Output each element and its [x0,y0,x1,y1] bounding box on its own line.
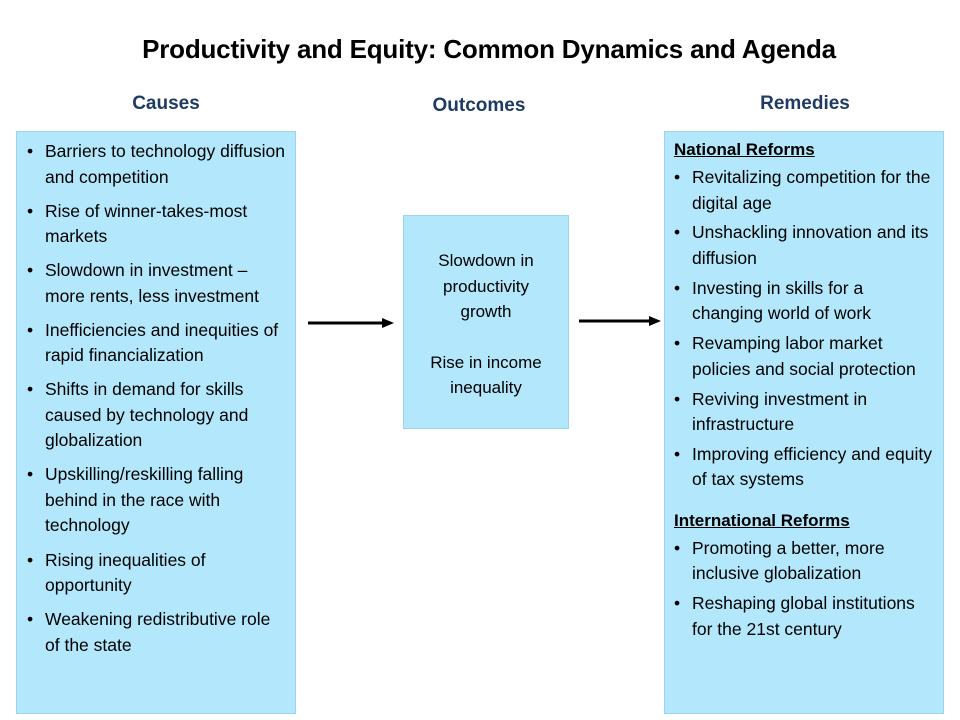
outcomes-header: Outcomes [432,95,526,116]
arrow-head [649,316,661,326]
outcome-inequality [404,350,568,401]
remedy-item [674,442,937,493]
cause-text: Rising inequalities of opportunity [45,549,206,596]
remedies-box [664,131,944,714]
international-reforms-heading: International Reforms [674,510,850,530]
bullet-icon: • [674,277,681,298]
cause-text: Slowdown in investment – more rents, less investment [45,260,259,306]
remedy-text: Improving efficiency and equity of tax systems [692,443,932,490]
remedy-item [674,165,937,216]
cause-item [27,199,285,250]
remedy-text: Reshaping global institutions for the 21st century [692,593,915,639]
cause-item [27,607,285,658]
cause-text: Shifts in demand for skills caused by technology and globalization [45,379,249,451]
cause-item [27,548,285,599]
international-reforms-list [674,536,937,642]
causes-header: Causes [132,93,200,114]
remedy-item [674,591,937,642]
cause-text: Inefficiencies and inequities of rapid financialization [45,319,279,366]
remedy-item [674,276,937,327]
outcome-text: Rise in income [430,352,542,372]
cause-item [27,318,285,369]
cause-text: Barriers to technology diffusion and competition [45,141,285,187]
cause-item [27,377,285,454]
remedy-item [674,387,937,438]
bullet-icon: • [27,609,34,630]
arrow-head [382,318,394,328]
remedy-text: Promoting a better, more inclusive globalization [692,537,885,584]
cause-text: Rise of winner-takes-most markets [45,200,248,247]
cause-text: Weakening redistributive role of the state [45,609,271,655]
bullet-icon: • [674,333,681,354]
causes-box [16,131,296,714]
outcome-productivity [404,248,568,325]
remedy-item [674,331,937,382]
remedy-text: Revamping labor market policies and social protection [692,333,916,379]
bullet-icon: • [674,388,681,409]
arrow-right-icon [306,313,394,333]
bullet-icon: • [674,443,681,464]
outcome-text: Slowdown in [438,251,534,270]
arrow-right-icon [577,311,661,331]
cause-item [27,462,285,539]
remedy-item [674,220,937,271]
bullet-icon: • [674,167,681,187]
cause-item [27,258,285,309]
bullet-icon: • [27,379,34,400]
national-reforms-heading: National Reforms [674,140,815,159]
outcome-text: inequality [450,378,522,397]
remedies-header: Remedies [760,93,850,114]
cause-text: Upskilling/reskilling falling behind in the race with technology [45,464,244,536]
bullet-icon: • [27,319,34,340]
remedy-item [674,536,937,587]
bullet-icon: • [27,260,34,281]
outcome-text: productivity [443,276,529,296]
bullet-icon: • [674,537,681,558]
outcome-spacer [404,325,568,350]
remedy-text: Reviving investment in infrastructure [692,388,868,435]
causes-list [27,139,285,658]
bullet-icon: • [27,549,34,570]
bullet-icon: • [27,464,34,485]
outcomes-box [403,215,569,429]
remedy-text: Unshackling innovation and its diffusion [692,222,929,268]
cause-item [27,139,285,190]
bullet-icon: • [27,141,34,161]
national-reforms-list [674,165,937,493]
bullet-icon: • [674,593,681,614]
remedy-text: Revitalizing competition for the digital age [692,167,931,213]
remedy-text: Investing in skills for a changing world of work [692,277,871,324]
bullet-icon: • [27,200,34,221]
bullet-icon: • [674,222,681,243]
outcome-text: growth [460,302,512,321]
slide-title: Productivity and Equity: Common Dynamics and Agenda [142,34,836,64]
